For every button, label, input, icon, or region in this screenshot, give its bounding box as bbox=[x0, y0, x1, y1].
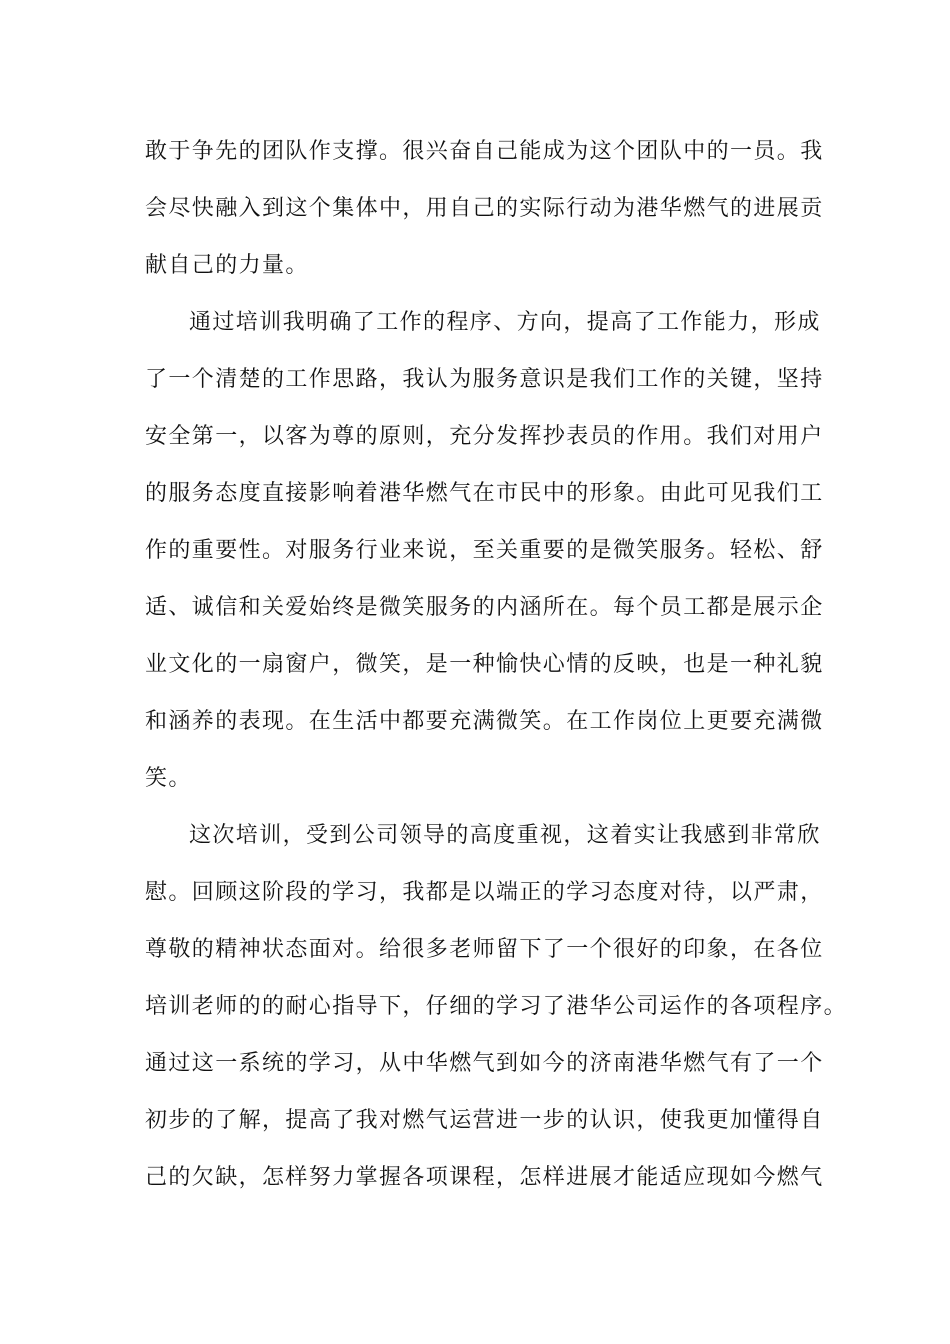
text-line: 己的欠缺，怎样努力掌握各项课程，怎样进展才能适应现如今燃气 bbox=[145, 1165, 824, 1190]
text-line: 安全第一，以客为尊的原则，充分发挥抄表员的作用。我们对用户 bbox=[145, 424, 824, 449]
text-line: 尊敬的精神状态面对。给很多老师留下了一个很好的印象，在各位 bbox=[145, 937, 824, 962]
text-line: 初步的了解，提高了我对燃气运营进一步的认识，使我更加懂得自 bbox=[145, 1108, 824, 1133]
text-line: 作的重要性。对服务行业来说，至关重要的是微笑服务。轻松、舒 bbox=[145, 538, 824, 563]
text-line: 敢于争先的团队作支撑。很兴奋自己能成为这个团队中的一员。我 bbox=[145, 139, 824, 164]
text-line: 培训老师的的耐心指导下，仔细的学习了港华公司运作的各项程序。 bbox=[145, 994, 848, 1019]
text-line: 通过这一系统的学习，从中华燃气到如今的济南港华燃气有了一个 bbox=[145, 1051, 824, 1076]
text-line: 笑。 bbox=[145, 766, 192, 791]
text-line: 业文化的一扇窗户，微笑，是一种愉快心情的反映，也是一种礼貌 bbox=[145, 652, 824, 677]
text-line: 慰。回顾这阶段的学习，我都是以端正的学习态度对待，以严肃， bbox=[145, 880, 824, 905]
text-line: 了一个清楚的工作思路，我认为服务意识是我们工作的关键，坚持 bbox=[145, 367, 824, 392]
text-line: 和涵养的表现。在生活中都要充满微笑。在工作岗位上更要充满微 bbox=[145, 709, 824, 734]
paragraph-start-line: 通过培训我明确了工作的程序、方向，提高了工作能力，形成 bbox=[189, 310, 821, 335]
text-line: 的服务态度直接影响着港华燃气在市民中的形象。由此可见我们工 bbox=[145, 481, 824, 506]
paragraph-start-line: 这次培训，受到公司领导的高度重视，这着实让我感到非常欣 bbox=[189, 823, 821, 848]
text-line: 适、诚信和关爱始终是微笑服务的内涵所在。每个员工都是展示企 bbox=[145, 595, 824, 620]
text-line: 会尽快融入到这个集体中，用自己的实际行动为港华燃气的进展贡 bbox=[145, 196, 824, 221]
text-line: 献自己的力量。 bbox=[145, 253, 309, 278]
